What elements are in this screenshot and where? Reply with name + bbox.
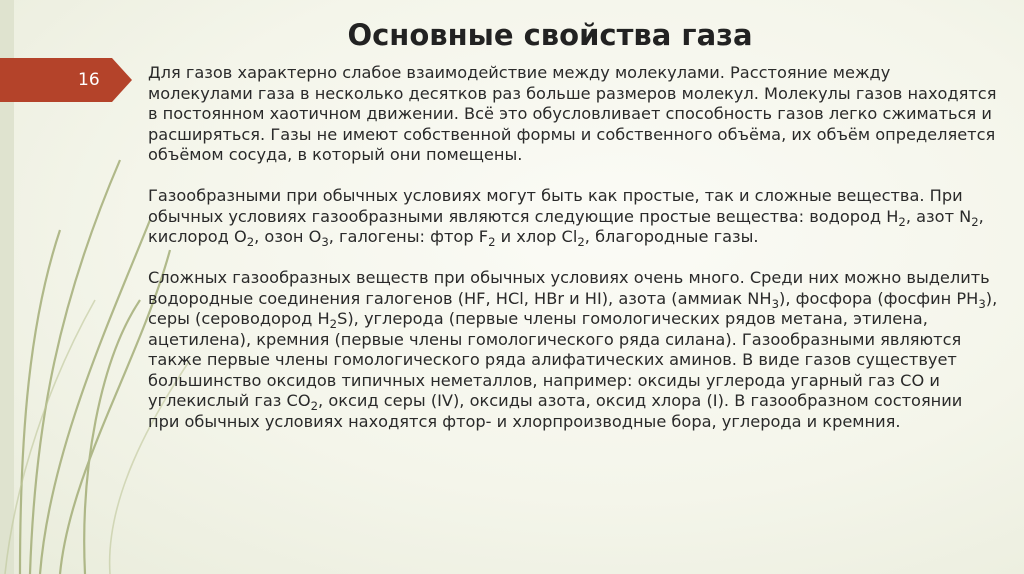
subscript: 2 <box>329 317 338 332</box>
text-run: Газообразными при обычных условиях могут быть как простые, так и сложные вещества. При обычных условиях газообразными являются следующие простые вещества: водород H <box>148 186 963 226</box>
slide-number: 16 <box>78 70 100 90</box>
stem-line <box>30 160 120 574</box>
slide-title: Основные свойства газа <box>347 18 753 52</box>
text-run: ), фосфора (фосфин PH <box>779 288 979 308</box>
subscript: 2 <box>577 235 585 250</box>
paragraph-simple-gases <box>148 186 998 248</box>
stem-line <box>5 300 95 574</box>
subscript: 3 <box>978 296 986 311</box>
text-run: , кислород O <box>148 206 984 246</box>
subscript: 2 <box>488 235 496 250</box>
subscript: 2 <box>310 399 319 414</box>
text-run: ), серы (сероводород H <box>148 288 998 328</box>
text-run: и хлор Cl <box>495 227 578 246</box>
stem-line <box>20 230 60 574</box>
text-run: S), углерода (первые члены гомологических рядов метана, этилена, ацетилена), кремния (первые члены гомологического ряда силана). Газообразными являются также первые члены гомологического ряда алифатических аминов. В виде газов существует большинство оксидов типичных неметаллов, например: оксиды углерода угарный газ CO и углекислый газ CO <box>148 309 962 410</box>
text-run: , галогены: фтор F <box>328 227 489 246</box>
subscript: 3 <box>321 235 329 250</box>
paragraph-complex-gases <box>148 268 998 432</box>
subscript: 2 <box>898 214 906 229</box>
slide-body <box>148 63 998 453</box>
text-run: , озон O <box>254 227 322 246</box>
paragraph-gas-properties: Для газов характерно слабое взаимодействие между молекулами. Расстояние между молекулами газа в несколько десятков раз больше размеров молекул. Молекулы газов находятся в постоянном хаотичном движении. Всё это обусловливает способность газов легко сжиматься и расширяться. Газы не имеют собственной формы и собственного объёма, их объём определяется объёмом сосуда, в который они помещены. <box>148 63 997 164</box>
stem-line <box>40 220 150 574</box>
subscript: 3 <box>771 296 779 311</box>
text-run: Сложных газообразных веществ при обычных условиях очень много. Среди них можно выделить водородные соединения галогенов (HF, HCl, HBr и HI), азота (аммиак NH <box>148 268 990 308</box>
subscript: 2 <box>246 235 255 250</box>
subscript: 2 <box>971 214 979 229</box>
text-run: , оксид серы (IV), оксиды азота, оксид хлора (I). В газообразном состоянии при обычных условиях находятся фтор- и хлорпроизводные бора, углерода и кремния. <box>148 391 963 431</box>
text-run: , благородные газы. <box>584 227 759 246</box>
text-run: , азот N <box>905 206 972 226</box>
